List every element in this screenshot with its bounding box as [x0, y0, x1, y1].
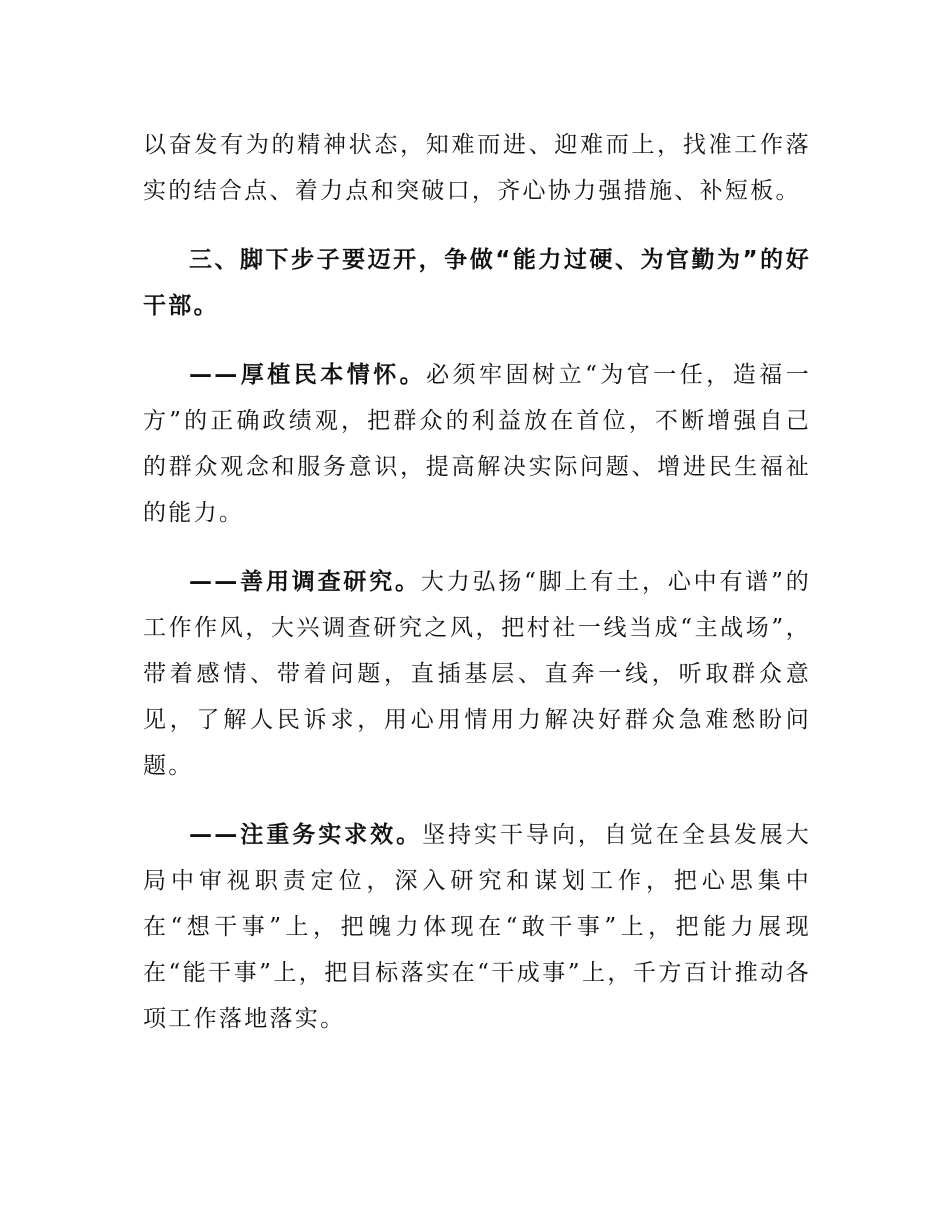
- paragraph-text: 以奋发有为的精神状态，知难而进、迎难而上，找准工作落实的结合点、着力点和突破口，齐心协力强措施、补短板。: [143, 132, 811, 204]
- paragraph-continuation: [143, 122, 811, 214]
- paragraph-people-oriented: [143, 352, 811, 536]
- document-body: [143, 122, 811, 1042]
- paragraph-text: 大力弘扬“脚上有土，心中有谱”的工作作风，大兴调查研究之风，把村社一线当成“主战场”，带着感情、带着问题，直插基层、直奔一线，听取群众意见，了解人民诉求，用心用情用力解决好群众急难愁盼问题。: [143, 569, 811, 779]
- paragraph-lead: ——善用调查研究。: [189, 569, 421, 595]
- paragraph-investigation: [143, 559, 811, 789]
- paragraph-lead: ——厚植民本情怀。: [189, 362, 427, 388]
- paragraph-lead: ——注重务实求效。: [189, 822, 423, 848]
- paragraph-text: 坚持实干导向，自觉在全县发展大局中审视职责定位，深入研究和谋划工作，把心思集中在“想干事”上，把魄力体现在“敢干事”上，把能力展现在“能干事”上，把目标落实在“干成事”上，千方百计推动各项工作落地落实。: [143, 822, 812, 1032]
- section-heading-text: 三、脚下步子要迈开，争做“能力过硬、为官勤为”的好干部。: [143, 247, 811, 319]
- paragraph-text: 必须牢固树立“为官一任，造福一方”的正确政绩观，把群众的利益放在首位，不断增强自己的群众观念和服务意识，提高解决实际问题、增进民生福祉的能力。: [143, 362, 811, 526]
- paragraph-pragmatic: [143, 812, 811, 1042]
- section-heading: [143, 237, 811, 329]
